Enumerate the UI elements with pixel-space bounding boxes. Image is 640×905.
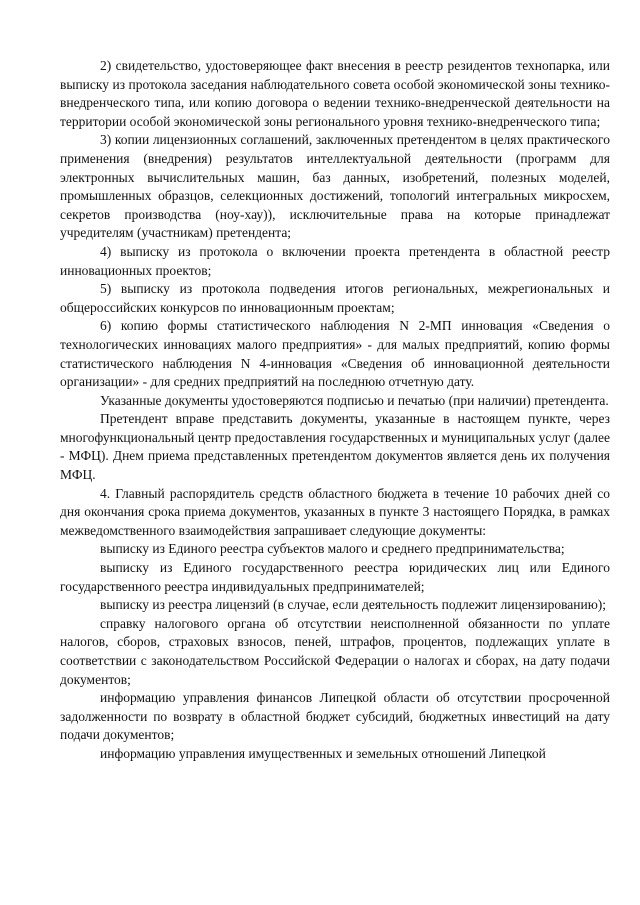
list-item-license-registry: выписку из реестра лицензий (в случае, если деятельность подлежит лицензированию); [100,597,607,613]
paragraph-item-6-statistics-form: 6) копию формы статистического наблюдения N 2-МП инновация «Сведения о технологических инновациях малого предприятия» - для малых предприятий, копию формы статистического наблюдения N 4-инновация «Сведения об инновационной деятельности организации» - для средних предприятий на последнюю отчетную дату. [60,318,610,390]
list-item-state-registry: выписку из Единого государственного реестра юридических лиц или Единого государственного реестра индивидуальных предпринимателей; [60,560,610,594]
paragraph-section-4: 4. Главный распорядитель средств областного бюджета в течение 10 рабочих дней со дня окончания срока приема документов, указанных в пункте 3 настоящего Порядка, в рамках межведомственного взаимодействия запрашивает следующие документы: [60,485,610,538]
paragraph-item-5-contest-results: 5) выписку из протокола подведения итогов региональных, межрегиональных и общероссийских конкурсов по инновационным проектам; [60,281,610,315]
paragraph-item-2-certificate: 2) свидетельство, удостоверяющее факт внесения в реестр резидентов технопарка, или выписку из протокола заседания наблюдательного совета особой экономической зоны технико-внедренческого типа, или копию договора о ведении технико-внедренческой деятельности на территории особой экономической зоны регионального уровня технико-внедренческого типа; [60,58,610,129]
list-item-property-info: информацию управления имущественных и земельных отношений Липецкой [100,745,546,761]
list-item-finance-info: информацию управления финансов Липецкой области об отсутствии просроченной задолженности по возврату в областной бюджет субсидий, бюджетных инвестиций на дату подачи документов; [60,690,610,743]
paragraph-item-3-license-agreements: 3) копии лицензионных соглашений, заключенных претендентом в целях практического применения (внедрения) результатов интеллектуальной деятельности (программ для электронных вычислительных машин, баз данных, изобретений, полезных моделей, промышленных образцов, селекционных достижений, топологий интегральных микросхем, секретов производства (ноу-хау)), исключительные права на которые принадлежат учредителям (участникам) претендента; [60,132,610,241]
paragraph-submission-via-mfc: Претендент вправе представить документы, указанные в настоящем пункте, через многофункциональный центр предоставления государственных и муниципальных услуг (далее - МФЦ). Днем приема представленных претендентом документов является день их получения МФЦ. [60,411,610,483]
list-item-sme-registry: выписку из Единого реестра субъектов малого и среднего предпринимательства; [100,541,565,557]
paragraph-documents-certified: Указанные документы удостоверяются подписью и печатью (при наличии) претендента. [100,392,609,408]
list-item-tax-certificate: справку налогового органа об отсутствии неисполненной обязанности по уплате налогов, сборов, страховых взносов, пеней, штрафов, процентов, подлежащих уплате в соответствии с законодательством Российской Федерации о налогах и сборах, на дату подачи документов; [60,615,610,687]
document-page [60,57,610,764]
paragraph-item-4-project-registry: 4) выписку из протокола о включении проекта претендента в областной реестр инновационных проектов; [60,243,610,278]
